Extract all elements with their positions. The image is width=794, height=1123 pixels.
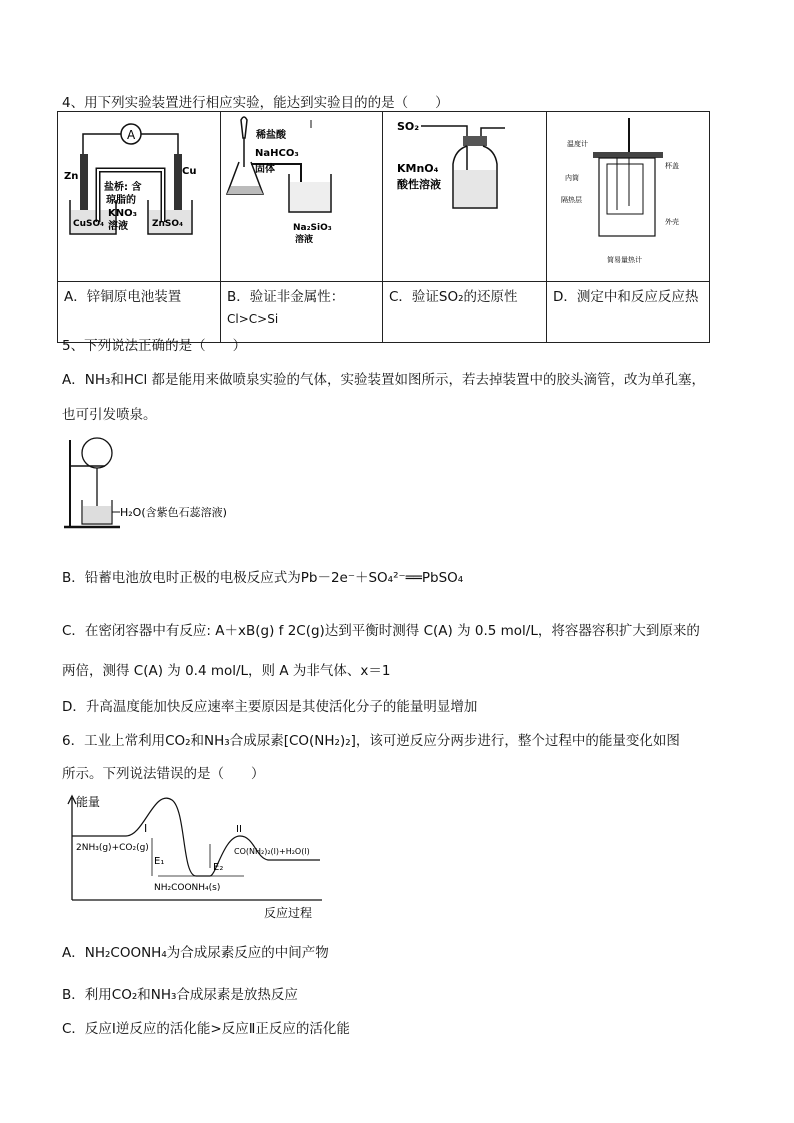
svg-text:ZnSO₄: ZnSO₄: [152, 219, 184, 229]
svg-text:E₂: E₂: [213, 862, 224, 873]
svg-text:盐桥: 含: 盐桥: 含: [104, 182, 142, 193]
q4-option-c: C．验证SO₂的还原性: [383, 282, 547, 343]
svg-text:E₁: E₁: [154, 856, 165, 867]
y-axis-label: 能量: [76, 795, 101, 809]
svg-text:温度计: 温度计: [567, 140, 588, 148]
svg-text:固体: 固体: [255, 164, 275, 175]
q4-figure-b: [221, 112, 383, 282]
q4-figure-a: [58, 112, 221, 282]
svg-text:稀盐酸: 稀盐酸: [256, 130, 286, 141]
svg-text:杯盖: 杯盖: [665, 162, 679, 170]
svg-text:简易量热计: 简易量热计: [607, 256, 642, 264]
q4-option-b: B．验证非金属性： Cl>C>Si: [221, 282, 383, 343]
q4-apparatus-table: [57, 111, 710, 343]
svg-text:琼脂的: 琼脂的: [106, 195, 136, 206]
ammeter-label: A: [127, 128, 136, 142]
q5-stem: 5、下列说法正确的是（ ）: [62, 338, 247, 354]
svg-text:NH₂COONH₄(s): NH₂COONH₄(s): [154, 883, 221, 893]
energy-diagram-figure: [64, 792, 334, 922]
q4-figure-c: [383, 112, 547, 282]
svg-text:外壳: 外壳: [665, 218, 679, 226]
svg-text:酸性溶液: 酸性溶液: [397, 178, 441, 191]
x-axis-label: 反应过程: [264, 906, 313, 920]
q6-stem: 6．工业上常利用CO₂和NH₃合成尿素[CO(NH₂)₂]，该可逆反应分两步进行，整个过程中的能量变化如图: [62, 733, 680, 749]
svg-text:隔热层: 隔热层: [561, 196, 582, 204]
fountain-label: H₂O(含紫色石蕊溶液): [120, 506, 227, 519]
fountain-apparatus-figure: [60, 436, 260, 532]
q5-option-d: D．升高温度能加快反应速率主要原因是其使活化分子的能量明显增加: [62, 699, 478, 715]
svg-text:溶液: 溶液: [108, 221, 128, 232]
svg-text:CO(NH₂)₂(l)+H₂O(l): CO(NH₂)₂(l)+H₂O(l): [234, 847, 310, 856]
q5-option-c-cont: 两倍，测得 C(A) 为 0.4 mol/L，则 A 为非气体、x＝1: [62, 663, 391, 679]
svg-text:II: II: [236, 824, 242, 835]
svg-text:KNO₃: KNO₃: [108, 208, 137, 219]
svg-text:KMnO₄: KMnO₄: [397, 162, 439, 175]
so2-label: SO₂: [397, 120, 420, 133]
svg-text:溶液: 溶液: [295, 235, 314, 245]
svg-text:Zn: Zn: [64, 171, 79, 182]
q4-option-a: A．锌铜原电池装置: [58, 282, 221, 343]
q4-option-d: D．测定中和反应反应热: [547, 282, 710, 343]
q5-option-a-cont: 也可引发喷泉。: [62, 407, 157, 423]
svg-text:内筒: 内筒: [565, 174, 579, 182]
q6-option-c: C．反应Ⅰ逆反应的活化能>反应Ⅱ正反应的活化能: [62, 1021, 350, 1037]
q6-option-b: B．利用CO₂和NH₃合成尿素是放热反应: [62, 987, 298, 1003]
svg-text:2NH₃(g)+CO₂(g): 2NH₃(g)+CO₂(g): [76, 843, 149, 853]
q4-figure-d: [547, 112, 710, 282]
svg-text:Na₂SiO₃: Na₂SiO₃: [293, 223, 332, 233]
svg-text:CuSO₄: CuSO₄: [73, 219, 105, 229]
q6-option-a: A．NH₂COONH₄为合成尿素反应的中间产物: [62, 945, 329, 961]
q5-option-b: B．铅蓄电池放电时正极的电极反应式为Pb－2e⁻＋SO₄²⁻══PbSO₄: [62, 570, 464, 586]
q5-option-a: A．NH₃和HCl 都是能用来做喷泉实验的气体，实验装置如图所示，若去掉装置中的胶头滴管，改为单孔塞，: [62, 372, 706, 388]
svg-text:I: I: [144, 822, 148, 835]
svg-text:NaHCO₃: NaHCO₃: [255, 148, 299, 159]
q5-option-c: C．在密闭容器中有反应: A＋xB(g) f 2C(g)达到平衡时测得 C(A) 为 0.5 mol/L，将容器容积扩大到原来的: [62, 623, 700, 639]
q4-stem: 4、用下列实验装置进行相应实验，能达到实验目的的是（ ）: [62, 95, 449, 111]
svg-text:Cu: Cu: [182, 166, 197, 177]
q6-stem-cont: 所示。下列说法错误的是（ ）: [62, 766, 265, 782]
